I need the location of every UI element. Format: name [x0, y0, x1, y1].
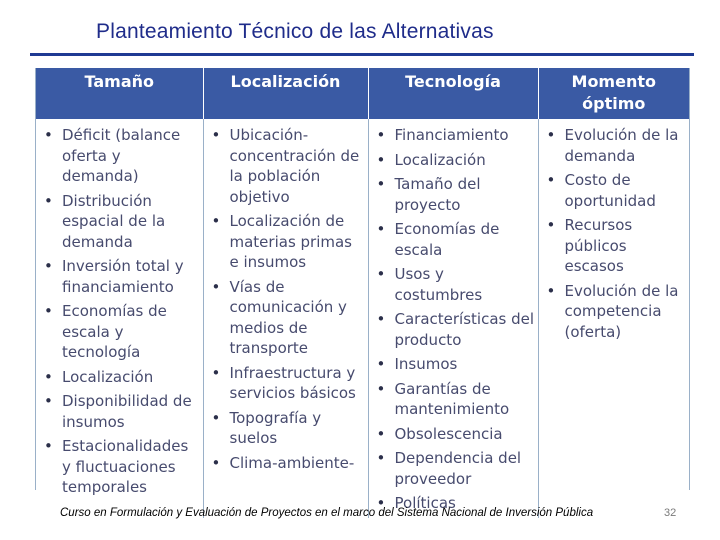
list-item: • Insumos [369, 354, 538, 375]
header-localizacion: Localización [203, 68, 368, 119]
list-item: • Localización [36, 367, 203, 388]
list-item: • Localización [369, 150, 538, 171]
bullet-list [204, 125, 368, 473]
list-item: • Recursos públicos escasos [539, 215, 690, 277]
list-item: • Infraestructura y servicios básicos [204, 363, 368, 404]
list-item: • Inversión total y financiamiento [36, 256, 203, 297]
bullet-list [369, 125, 538, 514]
column-tecnologia [368, 119, 538, 518]
course-footer: Curso en Formulación y Evaluación de Proyectos en el marco del Sistema Nacional de Inversión Pública [60, 507, 594, 519]
list-item: • Dependencia del proveedor [369, 448, 538, 489]
list-item: • Ubicación-concentración de la población objetivo [204, 125, 368, 207]
list-item: • Distribución espacial de la demanda [36, 191, 203, 253]
title-underline [30, 53, 694, 56]
list-item: • Disponibilidad de insumos [36, 391, 203, 432]
header-momento-optimo: Momento óptimo [538, 68, 689, 119]
bullet-list [36, 125, 203, 498]
list-item: • Estacionalidades y fluctuaciones temporales [36, 436, 203, 498]
list-item: • Evolución de la competencia (oferta) [539, 281, 690, 343]
list-item: • Localización de materias primas e insumos [204, 211, 368, 273]
list-item: • Economías de escala [369, 219, 538, 260]
list-item: • Garantías de mantenimiento [369, 379, 538, 420]
list-item: • Políticas [369, 493, 538, 514]
bullet-list [539, 125, 690, 342]
table-header-row [36, 68, 689, 119]
list-item: • Economías de escala y tecnología [36, 301, 203, 363]
list-item: • Topografía y suelos [204, 408, 368, 449]
alternatives-table [35, 68, 690, 512]
table-row [36, 119, 689, 518]
header-tecnologia: Tecnología [368, 68, 538, 119]
column-momento-optimo [538, 119, 689, 518]
list-item: • Tamaño del proyecto [369, 174, 538, 215]
page-number: 32 [664, 507, 677, 519]
list-item: • Clima-ambiente- [204, 453, 368, 474]
list-item: • Evolución de la demanda [539, 125, 690, 166]
list-item: • Obsolescencia [369, 424, 538, 445]
list-item: • Usos y costumbres [369, 264, 538, 305]
slide-title: Planteamiento Técnico de las Alternativas [96, 20, 494, 43]
alternatives-table-grid [36, 68, 689, 518]
list-item: • Vías de comunicación y medios de transporte [204, 277, 368, 359]
column-localizacion [203, 119, 368, 518]
header-tamano: Tamaño [36, 68, 203, 119]
list-item: • Déficit (balance oferta y demanda) [36, 125, 203, 187]
column-tamano [36, 119, 203, 518]
list-item: • Características del producto [369, 309, 538, 350]
list-item: • Financiamiento [369, 125, 538, 146]
list-item: • Costo de oportunidad [539, 170, 690, 211]
